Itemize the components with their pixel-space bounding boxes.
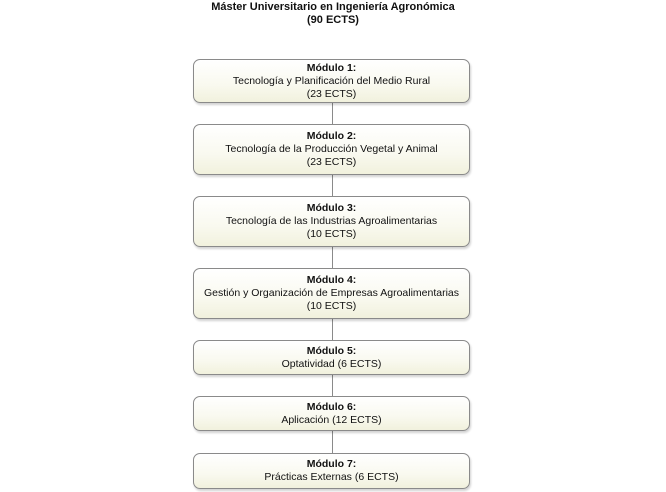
module-6-box [193, 396, 470, 431]
module-1-label: Módulo 1: [306, 61, 357, 74]
module-1-credits: (23 ECTS) [306, 87, 357, 100]
module-5-box [193, 340, 470, 375]
module-1-box [193, 59, 470, 103]
module-5-name: Optatividad (6 ECTS) [281, 357, 382, 370]
connector-5-6 [332, 375, 333, 396]
module-7-label: Módulo 7: [306, 458, 357, 470]
module-3-label: Módulo 3: [306, 202, 357, 214]
module-4-credits: (10 ECTS) [306, 300, 357, 312]
connector-4-5 [332, 319, 333, 340]
module-3-box [193, 196, 470, 247]
diagram-title [0, 1, 666, 27]
module-4-box [193, 268, 470, 319]
module-4-label: Módulo 4: [306, 274, 357, 286]
module-7-name: Prácticas Externas (6 ECTS) [264, 471, 399, 483]
module-7-box [193, 453, 470, 489]
module-2-credits: (23 ECTS) [306, 156, 357, 168]
connector-3-4 [332, 247, 333, 268]
module-6-label: Módulo 6: [306, 400, 357, 413]
module-2-label: Módulo 2: [306, 130, 357, 142]
connector-1-2 [332, 103, 333, 124]
title-line-1: Máster Universitario en Ingeniería Agronómica [211, 1, 455, 13]
connector-2-3 [332, 175, 333, 196]
module-2-name: Tecnología de la Producción Vegetal y Animal [225, 143, 438, 155]
module-6-name: Aplicación (12 ECTS) [281, 413, 382, 426]
module-3-credits: (10 ECTS) [306, 228, 357, 240]
connector-6-7 [332, 431, 333, 453]
module-2-box [193, 124, 470, 175]
module-5-label: Módulo 5: [306, 344, 357, 357]
module-4-name: Gestión y Organización de Empresas Agroalimentarias [203, 287, 460, 299]
module-1-name: Tecnología y Planificación del Medio Rural [232, 74, 431, 87]
title-line-2: (90 ECTS) [307, 14, 359, 26]
module-3-name: Tecnología de las Industrias Agroalimentarias [225, 215, 438, 227]
